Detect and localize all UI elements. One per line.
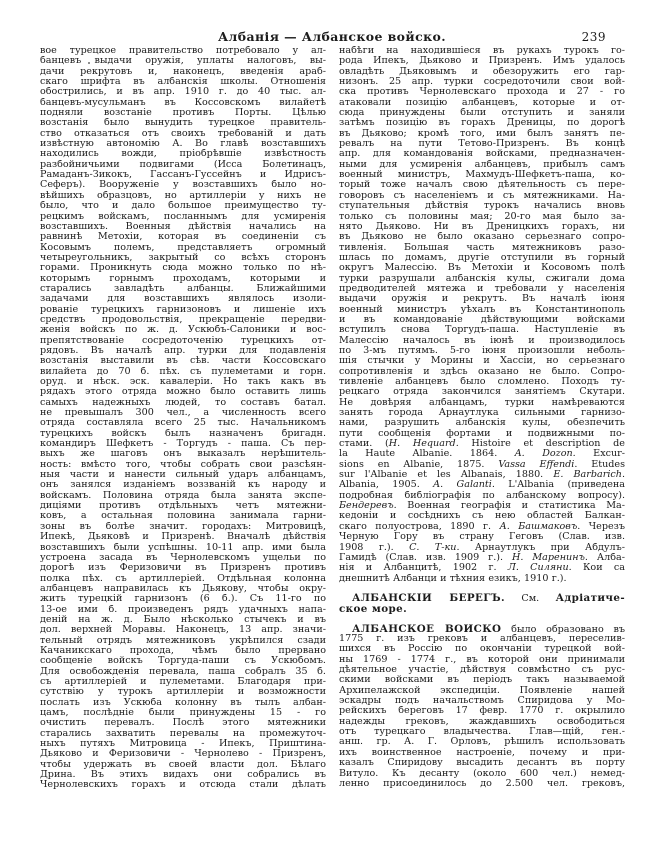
text-line: деній на ж. д. Было нѣсколько стычекъ и въ bbox=[40, 614, 326, 625]
text-line: днешнитѣ Албанци и тѣхния езикъ, 1910 г.). bbox=[339, 573, 567, 584]
text-line: войскамъ. Половина отряда была занята экспе- bbox=[40, 490, 326, 501]
text-line: дачи рекрутовъ и, наконецъ, введенія араб- bbox=[40, 66, 326, 77]
text-line: Черную Гору въ страну Геговъ (Слав. изв. bbox=[339, 532, 625, 543]
text-line: овладѣть Дьяковымъ и обезоружить его гар- bbox=[339, 66, 625, 77]
text-line: 13-ое ими б. произведенъ рядъ удачныхъ напа- bbox=[40, 604, 326, 615]
text-line: выдачи оружія и рекрутъ. Въ началѣ іюня bbox=[339, 294, 625, 305]
text-line: la Haute Albanie. 1864. A. Dozon. Excur- bbox=[339, 449, 625, 460]
text-line: возставшихъ были успѣшны. 10-11 апр. ими была bbox=[40, 542, 326, 553]
text-line: скими войсками въ періодъ такъ называемой bbox=[339, 675, 625, 686]
text-line: очистить перевалъ. Послѣ этого мятежники bbox=[40, 718, 326, 729]
text-line: Не довѣряя албанцамъ, турки намѣреваются bbox=[339, 397, 625, 408]
text-line: занять города Арнаутлука сильными гарнизо- bbox=[339, 408, 625, 419]
text-line: банцевъ-мусульманъ въ Коссовскомъ вилайетѣ bbox=[40, 97, 326, 108]
text-line: послать изъ Ускюба колонну въ тылъ албан- bbox=[40, 697, 326, 708]
text-line: Малессію началось въ іюнѣ и производилось bbox=[339, 335, 625, 346]
text-line: ступательныя дѣйствія турокъ начались вновь bbox=[339, 201, 625, 212]
text-line: кедоніи и сосѣднихъ съ нею областей Балкан- bbox=[339, 511, 625, 522]
text-line: тивленіе албанцевъ было сломлено. Походъ ту- bbox=[339, 377, 625, 387]
page-header bbox=[40, 29, 624, 44]
text-line: которымъ горнымъ проходамъ, которыми и bbox=[40, 273, 326, 284]
text-line: дорогѣ изъ Феризовичи въ Призренъ противъ bbox=[40, 563, 326, 574]
text-line: сюда принуждены были отступить и заняли bbox=[339, 108, 625, 119]
text-line: Albania, 1905. A. Galanti. L'Albania (приведена bbox=[339, 480, 625, 491]
text-line: шія стычки у Морины и Хассіи, но серьезнаго bbox=[339, 356, 625, 367]
text-line: дол. верхней Моравы. Наконецъ, 13 апр. значи- bbox=[40, 625, 326, 636]
page-number: 239 bbox=[581, 30, 606, 44]
text-line: Бендеревъ. Военная географія и статистика Ма- bbox=[339, 501, 625, 512]
right-column bbox=[339, 46, 625, 791]
text-line: рецкаго отряда закончился занятіемъ Скутари. bbox=[339, 387, 625, 398]
text-line: военный министръ, Махмудъ-Шефкетъ-паша, ко- bbox=[339, 170, 625, 181]
text-line: старались завладѣть албанцы. Ближайшими bbox=[40, 283, 326, 294]
text-line: атаковали позицію албанцевъ, которые и от- bbox=[339, 97, 625, 108]
text-line: дѣятельное участіе, дѣйствуя совмѣстно съ рус- bbox=[339, 665, 625, 676]
text-line: турки разрушали албанскія кулы, сжигали дома bbox=[339, 273, 625, 284]
text-line: подробная библіографія по албанскому вопросу). bbox=[339, 490, 625, 501]
text-line: скаго полуострова, 1890 г. А. Башмаковъ. Черезъ bbox=[339, 521, 625, 532]
text-line: анш. гр. А. Г. Орловъ, рѣшилъ использовать bbox=[339, 737, 625, 748]
text-line: и въ командованіе дѣйствующими войсками bbox=[339, 314, 625, 325]
text-line: разбойничьими подвигами (Исса Болетинацъ, bbox=[40, 159, 326, 170]
text-line: вѣйшихъ образцовъ, но артиллеріи у нихъ не bbox=[40, 190, 326, 201]
text-line: зоны въ болѣе значит. городахъ: Митровицѣ, bbox=[40, 521, 326, 532]
text-line: рядахъ этого отряда можно было оставить лишь bbox=[40, 387, 326, 398]
text-line: съ артиллеріей и пулеметами. Благодаря при- bbox=[40, 676, 326, 687]
text-line: стами. (Н. Hequard. Histoire et description de bbox=[339, 439, 625, 450]
text-line: пути сообщенія фортами и подвижными по- bbox=[339, 428, 625, 439]
text-line: не превышалъ 300 чел., а численность всего bbox=[40, 408, 326, 419]
text-line: ревалъ на пути Тетово-Призренъ. Въ концѣ bbox=[339, 139, 625, 150]
text-line: возстанія выставили въ сѣв. части Коссовскаго bbox=[40, 356, 326, 367]
text-line: по 3-мъ путямъ. 5-го іюня произошли неболь- bbox=[339, 345, 625, 356]
text-line: устроена засада въ Чернолевскомъ ущельи по bbox=[40, 552, 326, 563]
text-line: ихъ воинственное настроеніе, почему и при- bbox=[339, 747, 625, 758]
text-line: ство отказаться отъ своихъ требованій и дать bbox=[40, 128, 326, 139]
text-line: находились вожди, пріобрѣвшіе извѣстность bbox=[40, 149, 326, 160]
text-line: ными для усмиренія албанцевъ, прибылъ самъ bbox=[339, 159, 625, 170]
text-line: банцевъ выдачи оружія, уплаты налоговъ, вы- bbox=[40, 56, 326, 67]
text-line: было, что и дало большое преимущество ту- bbox=[40, 201, 326, 212]
text-line: только съ половины мая; 20-го мая было за- bbox=[339, 211, 625, 222]
text-line: выхъ же шаговъ онъ выказалъ нерѣшитель- bbox=[40, 449, 326, 460]
text-line: самыхъ надежныхъ людей, то составъ батал. bbox=[40, 397, 326, 408]
text-line: 1908 г.). С. Т-ки. Арнаутлукъ при Абдулъ- bbox=[339, 542, 625, 553]
text-line: Витуло. Къ десанту (около 600 чел.) немед- bbox=[339, 768, 625, 779]
text-line: sur l'Albanie et les Albanais, 1880. E. Barbarich. bbox=[339, 470, 625, 481]
text-line: турецкихъ войскъ былъ назначенъ бригадн. bbox=[40, 428, 326, 439]
text-line: Ипекѣ, Дьяковѣ и Призренѣ. Вначалѣ дѣйствія bbox=[40, 532, 326, 543]
text-line: рода Ипекъ, Дьяково и Призренъ. Имъ удалось bbox=[339, 56, 625, 67]
text-line: округъ Малессію. Въ Метохіи и Косовомъ полѣ bbox=[339, 263, 625, 274]
text-line: албанцевъ направилась къ Дьякову, чтобы окру- bbox=[40, 583, 326, 594]
text-line: старались захватить перевалы на промежуточ- bbox=[40, 728, 326, 739]
text-line: средствъ продовольствія, прекращеніе передви- bbox=[40, 314, 326, 325]
text-line: ское море. bbox=[339, 603, 408, 615]
text-line: тивленія. Большая часть мятежниковъ разо- bbox=[339, 242, 625, 253]
text-line: Гамидѣ (Слав. изв. 1909 г.). Н. Маренинъ. Алба- bbox=[339, 552, 625, 563]
text-line: Дрина. Въ этихъ видахъ они собрались въ bbox=[40, 770, 326, 781]
text-line: диціями противъ отдѣльныхъ четъ мятежни- bbox=[40, 501, 326, 512]
text-line: препятствованіе сосредоточенію турецкихъ от- bbox=[40, 335, 326, 346]
text-line: онъ занялся изданіемъ воззваній къ народу и bbox=[40, 480, 326, 491]
text-line: Рамаданъ-Зикокъ, Гассанъ-Гуссейнъ и Идрисъ- bbox=[40, 170, 326, 181]
left-column bbox=[40, 46, 326, 791]
running-title: Албанія — Албанское войско. bbox=[217, 29, 447, 44]
text-line: ска противъ Чернолевскаго прохода и 27 - го bbox=[339, 87, 625, 98]
text-line: рядовъ. Въ началѣ апр. турки для подавленія bbox=[40, 345, 326, 356]
text-line: вилайета до 70 б. пѣх. съ пулеметами и горн. bbox=[40, 366, 326, 377]
text-line: тельный отрядъ мятежниковъ укрѣпился сзади bbox=[40, 635, 326, 646]
text-line: возстанія было вынудить турецкое правитель- bbox=[40, 118, 326, 129]
text-line: задачами для возставшихъ являлось изоли- bbox=[40, 294, 326, 305]
text-line: Чернолевскихъ горахъ и отсюда стали дѣлать bbox=[40, 780, 326, 791]
text-line: АЛБАНСКІЙ БЕРЕГЪ. См. Адріатиче- bbox=[352, 593, 625, 604]
text-line: ность: вмѣсто того, чтобы собрать свои разсѣян- bbox=[40, 459, 326, 470]
text-line: затѣмъ позицію въ горахъ Дреницы, по дорогѣ bbox=[339, 118, 625, 129]
text-line: предводителей мятежа и требовали у населенія bbox=[339, 283, 625, 294]
text-line: цамъ, послѣдніе были принуждены 15 - го bbox=[40, 708, 326, 718]
text-line: нами, разрушить албанскія кулы, обезпечить bbox=[339, 418, 625, 429]
text-line: рованіе турецкихъ гарнизоновъ и лишеніе ихъ bbox=[40, 304, 326, 315]
text-line: Косовымъ полемъ, представляетъ огромный bbox=[40, 242, 326, 253]
text-line: извѣстную автономію А. Во главѣ возставшихъ bbox=[40, 139, 326, 150]
text-line: апр. для командованія войсками, предназначен- bbox=[339, 149, 625, 160]
text-line: отряда составляла всего 25 тыс. Начальникомъ bbox=[40, 418, 326, 429]
text-line: ковъ, а остальная половина занимала гарни- bbox=[40, 511, 326, 522]
text-line: вое турецкое правительство потребовало у ал- bbox=[40, 46, 326, 56]
text-line: полка пѣх. съ артиллеріей. Отдѣльная колонна bbox=[40, 573, 326, 584]
text-line: жить турецкій гарнизонъ (6 б.). Съ 11-го по bbox=[40, 594, 326, 605]
text-line: нято Дьяково. Ни въ Дреницкихъ горахъ, ни bbox=[339, 221, 625, 232]
text-line: ныя части и нанести сильный ударъ албанцамъ, bbox=[40, 470, 326, 481]
text-line: набѣги на находившіеся въ рукахъ турокъ го- bbox=[339, 46, 625, 56]
text-line: командиръ Шефкетъ - Торгудъ - паша. Съ пер- bbox=[40, 439, 326, 450]
text-line: сутствію у турокъ артиллеріи и возможности bbox=[40, 687, 326, 698]
text-line: обострились, и въ апр. 1910 г. до 40 тыс. ал- bbox=[40, 87, 326, 98]
text-line: ныхъ путяхъ Митровица - Ипекъ, Приштина- bbox=[40, 739, 326, 750]
text-line: говоровъ съ населеніемъ и съ мятежниками. На- bbox=[339, 190, 625, 201]
text-line: АЛБАНСКОЕ ВОЙСКО было образовано въ bbox=[352, 623, 625, 635]
text-line: ленно присоединилось до 2.500 чел. грековъ, bbox=[339, 778, 625, 789]
text-columns bbox=[40, 46, 625, 791]
text-line: отъ турецкаго владычества. Глав—щій, ген.- bbox=[339, 727, 625, 738]
text-line: шихся въ Россію по окончаніи турецкой вой- bbox=[339, 644, 625, 655]
text-line: сообщеніе войскъ Торгуда-паши съ Ускюбомъ. bbox=[40, 656, 326, 667]
text-line: въ Дьяково не было оказано серьезнаго сопро- bbox=[339, 232, 625, 243]
text-line: надежды грековъ, жаждавшихъ освободиться bbox=[339, 716, 625, 727]
text-line: 1775 г. изъ грековъ и албанцевъ, переселив- bbox=[339, 634, 625, 645]
text-line: подняли возстаніе противъ Порты. Цѣлью bbox=[40, 108, 326, 119]
text-line: возставшихъ. Военныя дѣйствія начались на bbox=[40, 221, 326, 232]
text-line: равнинѣ Метохіи, которая въ соединеніи съ bbox=[40, 232, 326, 243]
text-line: рецкимъ войскамъ, посланнымъ для усмиренія bbox=[40, 211, 326, 222]
text-line: торый тоже началъ свою дѣятельность съ пере- bbox=[339, 180, 625, 191]
text-line: Для освобожденія перевала, паша собралъ 35 б. bbox=[40, 666, 326, 677]
text-line: Дьяково и Феризовичи - Чернолево - Призренъ, bbox=[40, 749, 326, 760]
text-line: Сеферъ). Вооруженіе у возставшихъ было но- bbox=[40, 180, 326, 191]
text-line: скаго шрифта въ албанскія школы. Отношенія bbox=[40, 77, 326, 88]
text-line: оруд. и нѣск. эск. кавалеріи. Но такъ какъ въ bbox=[40, 377, 326, 387]
text-line: казалъ Спиридову высадить десантъ въ порту bbox=[339, 758, 625, 769]
text-line: военный министръ уѣхалъ въ Константинополь bbox=[339, 304, 625, 315]
text-line: ны 1769 - 1774 г., въ которой они принимали bbox=[339, 654, 625, 665]
text-line: горами. Проникнуть сюда можно только по нѣ- bbox=[40, 263, 326, 274]
text-line: сопротивленія и здѣсь оказано не было. Сопро- bbox=[339, 366, 625, 377]
text-line: рейскихъ береговъ 17 февр. 1770 г. окрылило bbox=[339, 706, 625, 717]
text-line: женія войскъ по ж. д. Ускюбъ-Салоники и вос- bbox=[40, 325, 326, 336]
text-line: sions en Albanie, 1875. Vassa Effendi. Etudes bbox=[339, 459, 625, 470]
text-line: вступилъ снова Торгудъ-паша. Наступленіе въ bbox=[339, 325, 625, 336]
text-line: чтобы удержать въ своей власти дол. Бѣлаго bbox=[40, 759, 326, 770]
text-line: низонъ. 25 апр. турки сосредоточили свои вой- bbox=[339, 77, 625, 88]
text-line: эскадры подъ начальствомъ Спиридова у Мо- bbox=[339, 696, 625, 707]
text-line: нія и Албанцитѣ, 1902 г. Л. Силяни. Кои са bbox=[339, 563, 625, 574]
text-line: Архипелажской экспедиціи. Появленіе нашей bbox=[339, 685, 625, 696]
text-line: Качаникскаго прохода, чѣмъ было прервано bbox=[40, 645, 326, 656]
text-line: четыреугольникъ, закрытый со всѣхъ сторонъ bbox=[40, 252, 326, 263]
text-line: шлась по домамъ, другіе отступили въ горный bbox=[339, 252, 625, 263]
text-line: въ Дьяково; кромѣ того, ими былъ занятъ пе- bbox=[339, 128, 625, 139]
